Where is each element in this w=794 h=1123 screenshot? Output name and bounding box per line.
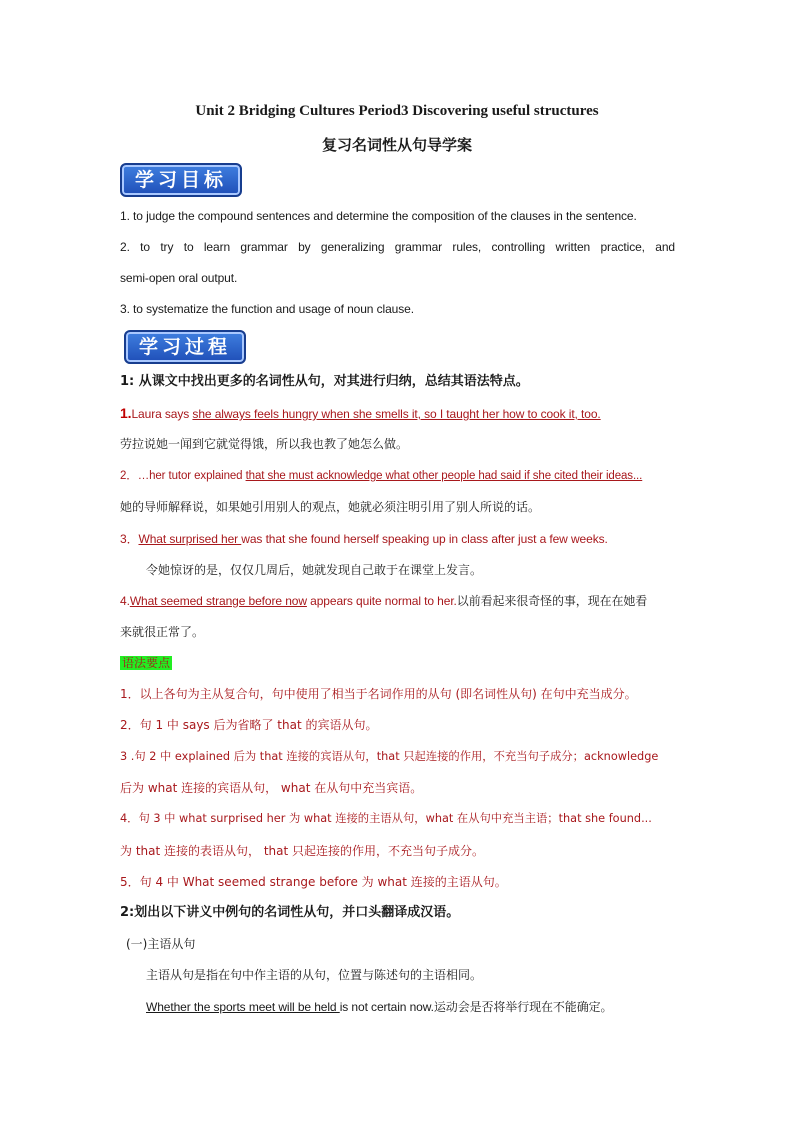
subject-clause-example-clause: Whether the sports meet will be held bbox=[146, 1000, 340, 1014]
grammar-points-label bbox=[120, 655, 172, 671]
grammar-point-3-line-1: 3 .句 2 中 explained 后为 that 连接的宾语从句，that 只起连接的作用，不充当句子成分；acknowledge bbox=[120, 750, 659, 763]
example-4-number: 4. bbox=[120, 594, 130, 608]
subject-clause-example bbox=[146, 999, 612, 1015]
subject-clause-definition: 主语从句是指在句中作主语的从句，位置与陈述句的主语相同。 bbox=[146, 968, 483, 982]
grammar-point-3-line-2: 后为 what 连接的宾语从句， what 在从句中充当宾语。 bbox=[120, 781, 423, 795]
objective-item-1: 1. to judge the compound sentences and determine the composition of the clauses in the sentence. bbox=[120, 209, 637, 223]
example-3-number: 3． bbox=[120, 532, 139, 546]
page-subtitle: 复习名词性从句导学案 bbox=[321, 136, 472, 154]
example-2-clause: that she must acknowledge what other people had said if she cited their ideas... bbox=[245, 470, 643, 482]
example-4-rest: appears quite normal to her. bbox=[306, 594, 457, 608]
example-2 bbox=[120, 468, 642, 484]
example-4-clause: What seemed strange before now bbox=[129, 594, 307, 608]
example-1-clause: she always feels hungry when she smells it, so I taught her how to cook it, too. bbox=[192, 407, 601, 421]
example-2-main: 2．…her tutor explained bbox=[120, 470, 246, 482]
section-2-heading: 2:划出以下讲义中例句的名词性从句，并口头翻译成汉语。 bbox=[120, 905, 460, 920]
grammar-point-4-line-2: 为 that 连接的表语从句， that 只起连接的作用，不充当句子成分。 bbox=[120, 844, 484, 858]
objective-item-3: 3. to systematize the function and usage of noun clause. bbox=[120, 302, 414, 316]
example-1-translation: 劳拉说她一闻到它就觉得饿，所以我也教了她怎么做。 bbox=[120, 437, 409, 451]
section-1-heading: 1: 从课文中找出更多的名词性从句，对其进行归纳，总结其语法特点。 bbox=[120, 374, 529, 389]
example-2-translation: 她的导师解释说，如果她引用别人的观点，她就必须注明引用了别人所说的话。 bbox=[120, 500, 541, 514]
example-4-translation-end: 来就很正常了。 bbox=[120, 625, 205, 639]
page-title: Unit 2 Bridging Cultures Period3 Discovering useful structures bbox=[195, 103, 599, 119]
objective-item-2-line-2: semi-open oral output. bbox=[120, 271, 238, 285]
example-4-translation-start: 以前看起来很奇怪的事，现在在她看 bbox=[456, 594, 648, 608]
subject-clause-example-translation: 运动会是否将举行现在不能确定。 bbox=[433, 1000, 613, 1014]
example-3 bbox=[120, 531, 608, 547]
subject-clause-example-rest: is not certain now. bbox=[339, 1000, 434, 1014]
example-4 bbox=[120, 593, 647, 609]
process-banner: 学习过程 bbox=[124, 330, 246, 364]
objectives-banner: 学习目标 bbox=[120, 163, 242, 197]
example-3-rest: was that she found herself speaking up in class after just a few weeks. bbox=[241, 532, 608, 546]
example-3-translation: 令她惊讶的是，仅仅几周后，她就发现自己敢于在课堂上发言。 bbox=[146, 563, 483, 577]
grammar-point-4-line-1: 4．句 3 中 what surprised her 为 what 连接的主语从句，what 在从句中充当主语；that she found... bbox=[120, 812, 652, 825]
grammar-point-5: 5．句 4 中 What seemed strange before 为 what 连接的主语从句。 bbox=[120, 875, 507, 889]
example-1 bbox=[120, 405, 601, 422]
example-1-main: Laura says bbox=[131, 407, 193, 421]
subject-clause-heading: (一)主语从句 bbox=[126, 937, 196, 951]
example-1-number: 1. bbox=[120, 405, 132, 421]
example-3-clause: What surprised her bbox=[138, 532, 242, 546]
grammar-points-badge: 语法要点 bbox=[122, 656, 171, 670]
grammar-point-2: 2．句 1 中 says 后为省略了 that 的宾语从句。 bbox=[120, 718, 378, 732]
grammar-point-1: 1．以上各句为主从复合句，句中使用了相当于名词作用的从句 (即名词性从句) 在句中充当成分。 bbox=[120, 687, 637, 701]
objective-item-2-line-1: 2. to try to learn grammar by generalizing grammar rules, controlling written practice, and bbox=[120, 240, 675, 254]
